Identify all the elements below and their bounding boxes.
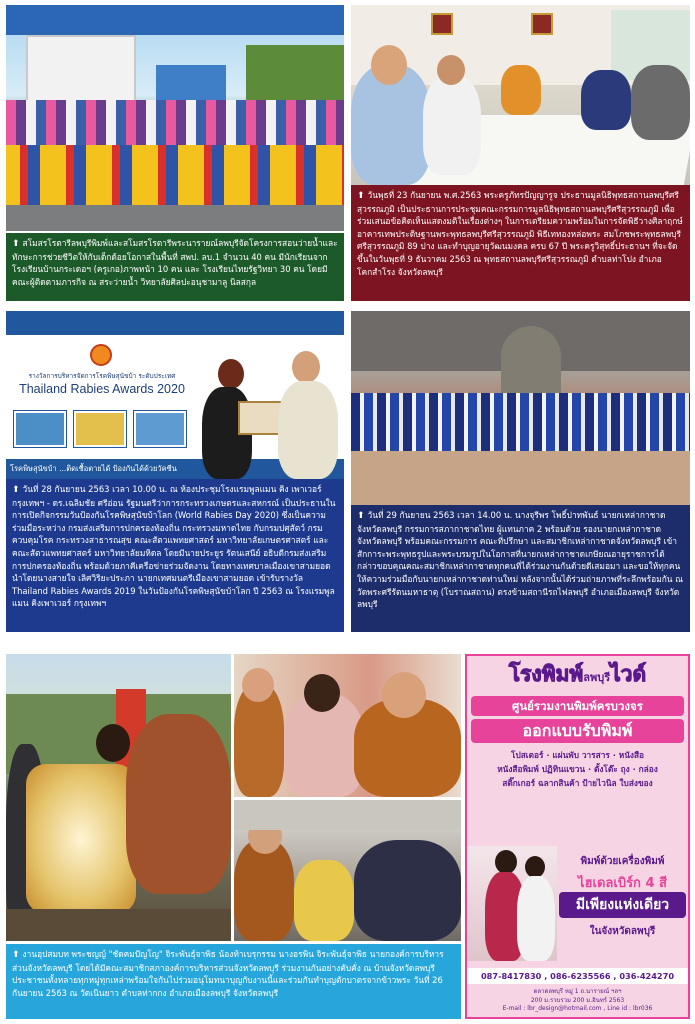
red-cross-group-photo: [351, 311, 690, 505]
arrow-up-icon: ⬆: [357, 511, 365, 521]
article-ordination: [6, 654, 461, 1019]
article-swim-program: [6, 5, 344, 301]
print-shop-ad: [465, 654, 690, 1019]
meeting-photo: [351, 5, 690, 185]
ad-service-item: หนังสือพิมพ์ ปฏิทินแขวน · ตั้งโต๊ะ ถุง · กล่อง: [497, 764, 658, 774]
ad-promo-3: มีเพียงแห่งเดียว: [559, 892, 686, 918]
ad-promo-2: ไฮเดลเบิร์ก 4 สี: [578, 876, 667, 891]
ad-promo-4: ในจังหวัดลพบุรี: [589, 926, 656, 937]
ad-brand-mid: ลพบุรี: [583, 671, 611, 684]
ad-promo-1: พิมพ์ด้วยเครื่องพิมพ์: [580, 856, 665, 867]
ad-brand-right: ไวด์: [610, 662, 647, 686]
caption-text: งานอุปสมบท พระชญญ์ "ชัดคมปัญโญ" จิระพันธุ์จาพิธ น้องท้าเบรุกรรม นางอรพิน จิระพันธุ์จาพิธ นายกองค์การบริหารส่วนจังหวัดลพบุรี โดยได้มีคณะสมาชิกสภาองค์การบริหารส่วนจังหวัดลพบุรี ร่วมงานกันอย่างคับคั่ง ณ บ้านจังหวัดลพบุรี ประชาชนทั้งหลายทุกหมู่ทุกเหล่าพร้อมใจกันไปร่วมอนุโมทนาบุญกับงานนี้และร่วมกันทำบุญตักบาตรจากข้าวพระ วันที่ 26 กันยายน 2563 ณ วัดเนินยาว ตำบลท่ากกง อำเภอเมืองลพบุรี จังหวัดลพบุรี: [12, 949, 444, 998]
ad-brand-row: [467, 658, 688, 692]
ad-brand-left: โรงพิมพ์: [508, 662, 584, 686]
monk-greeting-photo: [234, 654, 461, 797]
swim-program-caption: [6, 233, 344, 301]
ad-address-2: 200 ม.รวบรวม 200 ม.อินทร์ 2563: [530, 997, 625, 1004]
ad-service-list: [471, 748, 684, 790]
ad-address: ตลาดลพบุรี หมู่ 1 ถ.นารายณ์ ฯลฯ: [533, 988, 622, 995]
award-title-en: Thailand Rabies Awards 2020: [19, 382, 185, 396]
rabies-logo-icon: [90, 344, 112, 366]
red-cross-caption: [351, 505, 690, 632]
ordination-parade-photo: [6, 654, 231, 941]
elderly-visit-photo: [234, 800, 461, 941]
students-group-photo: [6, 5, 344, 231]
foundation-meeting-caption: [351, 185, 690, 301]
caption-text: วันพุธที่ 23 กันยายน พ.ศ.2563 พระครูภัทรปัญญารูจ ประธานมูลนิธิพุทธสถานลพบุรีศรีสุวรรณภูมิ เป็นประธานการประชุมคณะกรรมการมูลนิธิพุทธสถานลพบุรีศรีสุวรรณภูมิ เพื่อร่วมเสนอข้อคิดเห็นแสดงมติในเรื่องต่างๆ ในการเตรียมความพร้อมในการจัดพิธีวางศิลาฤกษ์อาคารเทพประดิษฐานพระพุทธลพบุรีศรีสุวรรณภูมิ พิธีเททองหล่อพระ สมโภชพระพุทธลพบุรีศรีสุวรรณภูมิ 89 ปาง และทำบุญอายุวัฒนมงคล ครบ 67 ปี พระครูวิสุทธิ์ประธานฯ ที่จะจัดขึ้นในวันพุธที่ 9 ธันวาคม 2563 ณ พุทธสถานลพบุรีศรีสุวรรณภูมิ ตำบลท่าโปง อำเภอโคกสำโรง จังหวัดลพบุรี: [357, 190, 683, 277]
ad-service-item: สติ๊กเกอร์ ฉลากสินค้า ป้ายไวนิล ใบส่งของ: [502, 778, 653, 788]
rabies-awards-caption: [6, 479, 344, 632]
award-title-th: รางวัลการบริหารจัดการโรคพิษสุนัขบ้า ระดับประเทศ: [28, 372, 176, 380]
caption-text: สโมสรโรตารีลพบุรีพิมพ์และสโมสรโรตารีพระนารายณ์ลพบุรีจัดโครงการสอนว่ายน้ำและทักษะการช่วยชีวิตให้กับเด็กด้อยโอกาสในพื้นที่ สพป. ลบ.1 จำนวน 40 คน มีนักเรียนจาก โรงเรียนบ้านกระเดอฯ (ครูเกอ)ภาพหน้า 10 คน และ โรงเรียนไทยรัฐวิทยา 30 คน โดยมีคณะผู้ติดตามภารกิจ ณ สระว่ายน้ำ วิทยาลัยศิลปะอนุชามาลู นิลสกุล: [12, 238, 338, 287]
rabies-slogan: โรคพิษสุนัขบ้า ...ติดเชื้อตายได้ ป้องกันได้ด้วยวัคซีน: [10, 464, 177, 473]
ad-models-photo: [467, 846, 557, 961]
caption-text: วันที่ 28 กันยายน 2563 เวลา 10.00 น. ณ ห้องประชุมโรงแรมพูลแมน คิง เพาเวอร์ กรุงเทพฯ - ดร.เฉลิมชัย ศรีอ่อน รัฐมนตรีว่าการกระทรวงเกษตรและสหกรณ์ เป็นประธานในการเปิดกิจกรรมวันป้องกันโรคพิษสุนัขบ้าโลก (World Rabies Day 2020) ซึ่งเป็นความร่วมมือระหว่าง กรมส่งเสริมการปกครองท้องถิ่น กระทรวงมหาดไทย กับกรมปศุสัตว์ กรมควบคุมโรค กระทรวงสาธารณสุข คณะสัตวแพทยศาสตร์ มหาวิทยาลัยเกษตรศาสตร์ และคณะสัตวแพทยศาสตร์ มหาวิทยาลัยมหิดล โดยมีนายประยูร รัตนเสนีย์ อธิบดีกรมส่งเสริมการปกครองท้องถิ่น พร้อมด้วยภาคีเครือข่ายร่วมจัดงาน โดยทางเทศบาลเมืองเขาสามยอด นำโดยนางสายใจ เลิศวิริยะประภา นายกเทศมนตรีเมืองเขาสามยอด เข้ารับรางวัล Thailand Rabies Awards 2019 ในวันป้องกันโรคพิษสุนัขบ้าโลก ปี 2563 ณ โรงแรมพูลแมน คิงเพาเวอร์ กรุงเทพฯ: [12, 484, 336, 609]
ad-service-item: โปสเตอร์ · แผ่นพับ วารสาร · หนังสือ: [510, 750, 644, 760]
ordination-caption: [6, 944, 461, 1019]
arrow-up-icon: ⬆: [12, 239, 20, 249]
arrow-up-icon: ⬆: [12, 950, 20, 960]
article-red-cross: [351, 311, 690, 632]
ad-headline-1: ศูนย์รวมงานพิมพ์ครบวงจร: [471, 696, 684, 716]
caption-text: วันที่ 29 กันยายน 2563 เวลา 14.00 น. นางจุรีพร โพธิ์ปาทพันธ์ นายกเหล่ากาชาดจังหวัดลพบุรี กรรมการสภากาชาดไทย ผู้แทนภาค 2 พร้อมด้วย รองนายกเหล่ากาชาดจังหวัดลพบุรี พร้อมคณะกรรมการ คณะที่ปรึกษา และสมาชิกเหล่ากาชาดจังหวัดลพบุรี เข้าสักการะพระพุทธรูปและพระบรมรูปในโอกาสที่นายกเหล่ากาชาดเกษียณอายุราชการได้กล่าวขอบคุณคณะสมาชิกเหล่ากาชาดทุกคนที่ได้ร่วมงานกันด้วยดีเสมอมา และขอให้ทุกคนให้ความร่วมมือกับนายกเหล่ากาชาดท่านใหม่ หลังจากนั้นได้ร่วมถ่ายภาพที่ระลึกพร้อมกัน ณ วัดพระศรีรัตนมหาธาตุ (โบราณสถาน) ตรงข้ามสถานีรถไฟลพบุรี อำเภอเมืองลพบุรี จังหวัดลพบุรี: [357, 510, 683, 610]
article-foundation-meeting: [351, 5, 690, 301]
rabies-award-photo: [6, 311, 344, 479]
ad-email: E-mail : lbr_design@hotmail.com , Line id : lbr036: [502, 1005, 653, 1012]
ad-headline-2: ออกแบบรับพิมพ์: [471, 719, 684, 743]
article-rabies-awards: [6, 311, 344, 632]
arrow-up-icon: ⬆: [12, 485, 20, 495]
arrow-up-icon: ⬆: [357, 191, 365, 201]
ad-phones: 087-8417830 , 086-6235566 , 036-424270: [467, 968, 688, 984]
